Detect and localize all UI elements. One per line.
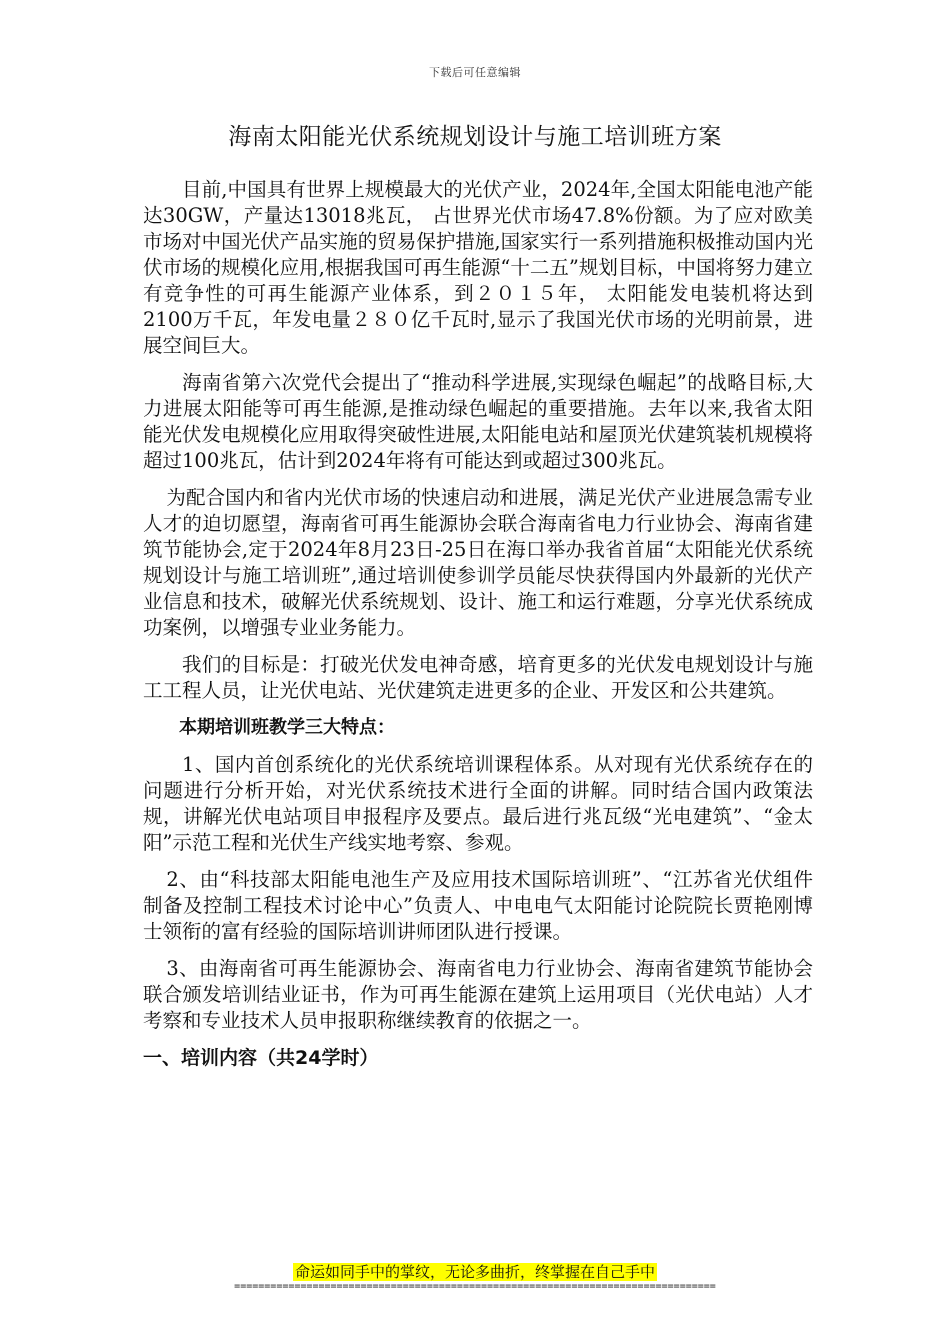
paragraph-intro: 目前,中国具有世界上规模最大的光伏产业，2024年,全国太阳能电池产能达30GW，产量达13018兆瓦， 占世界光伏市场47.8%份额。为了应对欧美市场对中国光伏产品实施的贸易保护措施,国家实行一系列措施积极推动国内光伏市场的规模化应用,根据我国可再生能源“十二五”规划目标，中国将努力建立有竞争性的可再生能源产业体系，到２０１５年， 太阳能发电装机将达到2100万千瓦，年发电量２８０亿千瓦时,显示了我国光伏市场的光明前景，进展空间巨大。 — [143, 178, 813, 357]
document-title: 海南太阳能光伏系统规划设计与施工培训班方案 — [228, 124, 722, 150]
footer-motto — [0, 1262, 950, 1282]
feature-item-1: 1、国内首创系统化的光伏系统培训课程体系。从对现有光伏系统存在的问题进行分析开始，对光伏系统技术进行全面的讲解。同时结合国内政策法规，讲解光伏电站项目申报程序及要点。最后进行兆瓦级“光电建筑”、“金太阳”示范工程和光伏生产线实地考察、参观。 — [143, 753, 813, 854]
header-note: 下载后可任意编辑 — [429, 66, 521, 79]
footer-divider: ================================================================================ — [234, 1281, 716, 1292]
footer-motto-text: 命运如同手中的掌纹，无论多曲折，终掌握在自己手中 — [294, 1263, 655, 1281]
feature-item-2: 2、由“科技部太阳能电池生产及应用技术国际培训班”、“江苏省光伏组件制备及控制工程技术讨论中心”负责人、中电电气太阳能讨论院院长贾艳刚博士领衔的富有经验的国际培训讲师团队进行授课。 — [143, 868, 813, 943]
feature-item-3: 3、由海南省可再生能源协会、海南省电力行业协会、海南省建筑节能协会联合颁发培训结业证书，作为可再生能源在建筑上运用项目（光伏电站）人才考察和专业技术人员申报职称继续教育的依据之一。 — [143, 957, 813, 1032]
paragraph-hainan-goals: 海南省第六次党代会提出了“推动科学进展,实现绿色崛起”的战略目标,大力进展太阳能等可再生能源,是推动绿色崛起的重要措施。去年以来,我省太阳能光伏发电规模化应用取得突破性进展,太阳能电站和屋顶光伏建筑装机规模将超过100兆瓦，估计到2024年将有可能达到或超过300兆瓦。 — [143, 371, 813, 472]
document-body — [143, 177, 813, 1071]
paragraph-training-purpose: 为配合国内和省内光伏市场的快速启动和进展，满足光伏产业进展急需专业人才的迫切愿望，海南省可再生能源协会联合海南省电力行业协会、海南省建筑节能协会,定于2024年8月23日-25日在海口举办我省首届“太阳能光伏系统规划设计与施工培训班”,通过培训使参训学员能尽快获得国内外最新的光伏产业信息和技术，破解光伏系统规划、设计、施工和运行难题，分享光伏系统成功案例，以增强专业业务能力。 — [143, 486, 813, 639]
paragraph-objective: 我们的目标是：打破光伏发电神奇感，培育更多的光伏发电规划设计与施工工程人员，让光伏电站、光伏建筑走进更多的企业、开发区和公共建筑。 — [143, 653, 813, 702]
section-heading-training-content: 一、培训内容（共24学时） — [143, 1047, 379, 1069]
features-heading: 本期培训班教学三大特点： — [179, 717, 395, 738]
